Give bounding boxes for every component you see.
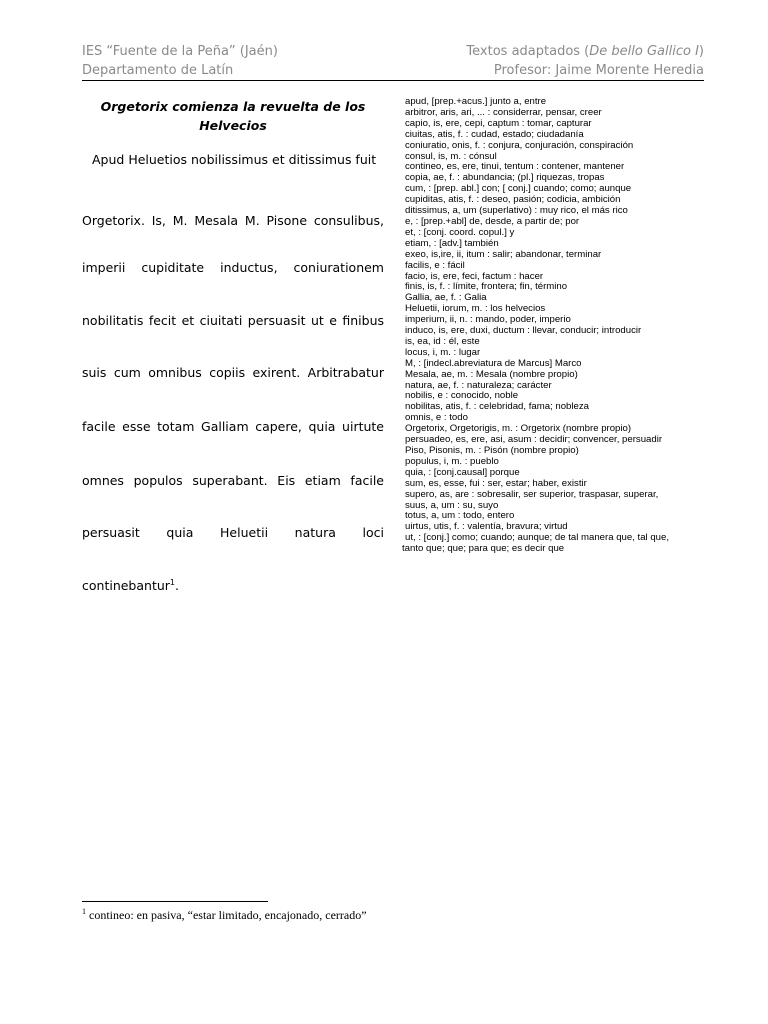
vocabulary-entry: coniuratio, onis, f. : conjura, conjuración, conspiración [405,139,634,151]
vocabulary-entry: uirtus, utis, f. : valentía, bravura; virtud [405,521,568,533]
footnote [82,907,372,923]
vocabulary-entry: is, ea, id : él, este [405,335,480,347]
vocabulary-entry: cupiditas, atis, f. : deseo, pasión; codicia, ambición [405,194,621,206]
latin-line: continebantur$^1$. [82,577,179,593]
vocabulary-entry: Gallia, ae, f. : Galia [405,292,487,304]
vocabulary-entry: contineo, es, ere, tinui, tentum : contener, mantener [405,161,625,173]
vocabulary-entry: M, : [indecl.abreviatura de Marcus] Marco [405,357,582,369]
vocabulary-entry: ditissimus, a, um (superlativo) : muy rico, el más rico [405,205,628,217]
latin-line: Apud Heluetios nobilissimus et ditissimus fuit [92,152,377,167]
vocabulary-entry: apud, [prep.+acus.] junto a, entre [405,96,547,107]
vocabulary-entry: exeo, is,ire, ii, itum : salir; abandonar, terminar [405,248,602,260]
vocabulary-entry: Heluetii, iorum, m. : los helvecios [405,303,546,315]
footnote-reference[interactable]: 1 [169,577,176,587]
header-right [466,42,704,80]
vocabulary-entry: induco, is, ere, duxi, ductum : llevar, conducir; introducir [405,325,642,337]
vocabulary-entry: nobilitas, atis, f. : celebridad, fama; nobleza [405,401,589,413]
vocabulary-entry: Orgetorix, Orgetorigis, m. : Orgetorix (nombre propio) [405,423,632,435]
latin-line: imperii cupiditate inductus, coniurationem [82,260,384,275]
latin-line: nobilitatis fecit et ciuitati persuasit ut e finibus [82,313,384,328]
school-name: IES “Fuente de la Peña” (Jaén) [82,44,278,59]
vocabulary-entry: facilis, e : fácil [405,259,465,271]
footnote-marker: 1 [82,907,86,916]
vocabulary-entry: omnis, e : todo [405,412,468,424]
vocabulary-entry: persuadeo, es, ere, asi, asum : decidir; convencer, persuadir [405,434,663,446]
vocabulary-entry: nobilis, e : conocido, noble [405,390,519,402]
latin-line: suis cum omnibus copiis exirent. Arbitrabatur [82,365,384,380]
vocabulary-entry: e, : [prep.+abl] de, desde, a partir de; por [405,215,580,227]
header-divider [82,80,704,81]
teacher-name: Profesor: Jaime Morente Heredia [493,63,704,78]
vocabulary-entry: natura, ae, f. : naturaleza; carácter [405,379,552,391]
vocabulary-entry: etiam, : [adv.] también [405,237,499,249]
vocabulary-entry: arbitror, aris, ari, ... : considerrar, pensar, creer [405,106,602,118]
vocabulary-entry: ut, : [conj.] como; cuando; aunque; de tal manera que, tal que, [405,532,670,544]
vocabulary-entry: cum, : [prep. abl.] con; [ conj.] cuando; como; aunque [405,183,632,195]
vocabulary-entry: tanto que; que; para que; es decir que [402,543,565,555]
department-name: Departamento de Latín [82,63,234,78]
vocabulary-entry: finis, is, f. : límite, frontera; fin, término [405,281,568,293]
vocabulary-entry: facio, is, ere, feci, factum : hacer [405,270,544,282]
text-title: Orgetorix comienza la revuelta de los Helvecios [100,99,366,133]
vocabulary-entry: quia, : [conj.causal] porque [405,466,520,478]
vocabulary-entry: suus, a, um : su, suyo [405,499,499,511]
vocabulary-entry: sum, es, esse, fui : ser, estar; haber, existir [405,477,587,489]
vocabulary-entry: populus, i, m. : pueblo [405,455,499,467]
vocabulary-list [402,97,702,555]
latin-line: omnes populos superabant. Eis etiam facile [82,473,384,488]
latin-line: facile esse totam Galliam capere, quia uirtute [82,419,384,434]
latin-line: Orgetorix. Is, M. Mesala M. Pisone consulibus, [82,213,384,228]
vocabulary-entry: ciuitas, atis, f. : cudad, estado; ciudadanía [405,128,584,140]
document-series: Textos adaptados (De bello Gallico I) [466,44,704,59]
vocabulary-entry: consul, is, m. : cónsul [405,150,497,162]
footnote-text: contineo: en pasiva, “estar limitado, encajonado, cerrado” [86,908,367,922]
vocabulary-entry: Mesala, ae, m. : Mesala (nombre propio) [405,368,578,380]
header-left [82,42,278,80]
vocabulary-entry: supero, as, are : sobresalir, ser superior, traspasar, superar, [405,488,659,500]
latin-line: persuasit quia Heluetii natura loci [82,525,384,540]
vocabulary-entry: Piso, Pisonis, m. : Pisón (nombre propio) [405,445,579,456]
vocabulary-entry: locus, i, m. : lugar [405,346,481,358]
vocabulary-entry: capio, is, ere, cepi, captum : tomar, capturar [405,117,592,129]
vocabulary-entry: et, : [conj. coord. copul.] y [405,226,515,238]
vocabulary-entry: totus, a, um : todo, entero [405,510,515,522]
vocabulary-entry: copia, ae, f. : abundancia; (pl.] riquezas, tropas [405,172,605,184]
footnote-separator [82,901,268,902]
vocabulary-entry: imperium, ii, n. : mando, poder, imperio [405,314,571,326]
